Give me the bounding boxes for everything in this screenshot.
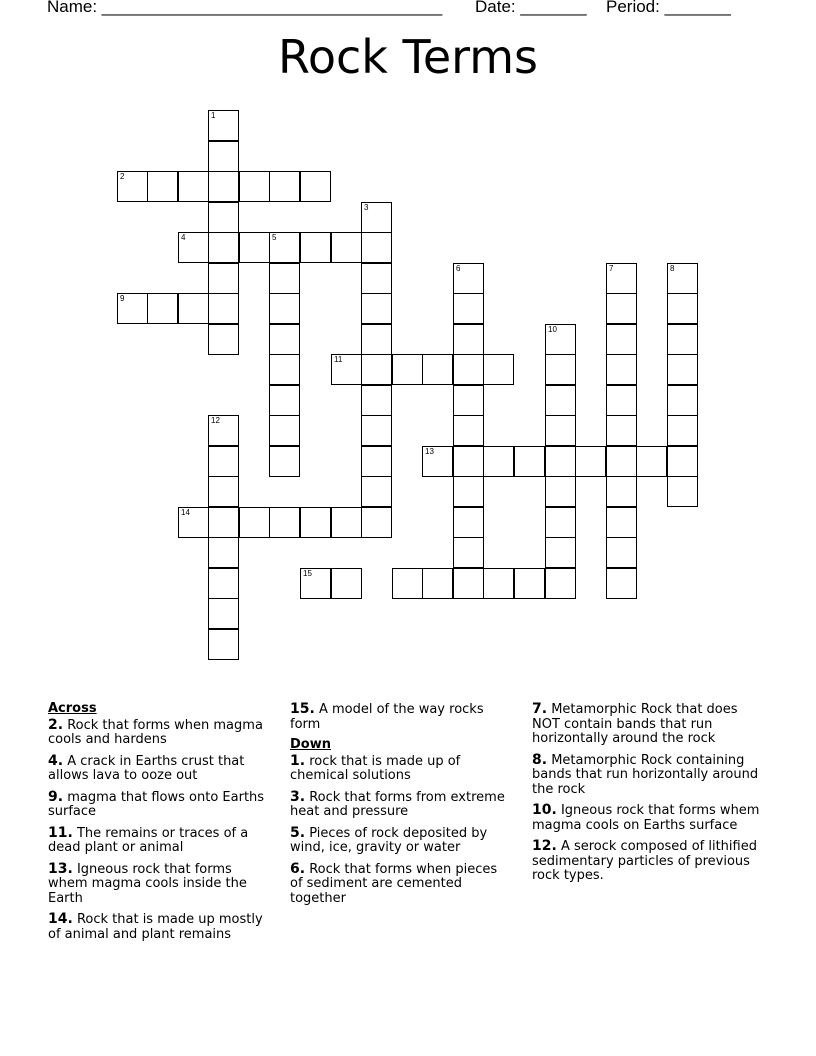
crossword-cell[interactable] (453, 507, 484, 538)
crossword-cell[interactable] (361, 354, 392, 385)
crossword-cell[interactable] (667, 354, 698, 385)
crossword-cell[interactable] (239, 171, 270, 202)
clue-across-14: 14. Rock that is made up mostly of animal and plant remains (48, 911, 263, 942)
crossword-cell[interactable] (545, 446, 576, 477)
crossword-cell[interactable] (361, 263, 392, 294)
crossword-cell[interactable] (331, 354, 362, 385)
crossword-cell[interactable] (483, 568, 514, 599)
clue-across-13: 13. Igneous rock that forms whem magma cools inside the Earth (48, 860, 247, 906)
crossword-cell[interactable] (178, 232, 209, 263)
crossword-cell[interactable] (606, 537, 637, 568)
crossword-cell[interactable] (483, 446, 514, 477)
crossword-cell[interactable] (361, 476, 392, 507)
crossword-cell[interactable] (483, 354, 514, 385)
clue-column-2 (290, 702, 512, 912)
crossword-cell[interactable] (545, 537, 576, 568)
crossword-cell[interactable] (361, 507, 392, 538)
crossword-cell[interactable] (606, 324, 637, 355)
clue-across-4: 4. A crack in Earths crust that allows lava to ooze out (48, 752, 245, 783)
crossword-cell[interactable] (208, 598, 239, 629)
crossword-cell[interactable] (300, 232, 331, 263)
crossword-cell[interactable] (269, 324, 300, 355)
clue-number-label: 13 (425, 447, 434, 456)
crossword-cell[interactable] (606, 415, 637, 446)
crossword-cell[interactable] (514, 568, 545, 599)
crossword-cell[interactable] (117, 171, 148, 202)
crossword-cell[interactable] (453, 568, 484, 599)
crossword-cell[interactable] (300, 171, 331, 202)
clue-down-3: 3. Rock that forms from extreme heat and pressure (290, 788, 505, 819)
crossword-cell[interactable] (545, 354, 576, 385)
crossword-cell[interactable] (422, 354, 453, 385)
crossword-cell[interactable] (636, 446, 667, 477)
crossword-cell[interactable] (606, 385, 637, 416)
clue-number-label: 8 (670, 264, 675, 273)
crossword-cell[interactable] (269, 354, 300, 385)
crossword-cell[interactable] (147, 293, 178, 324)
page-title: Rock Terms (277, 30, 539, 84)
crossword-cell[interactable] (269, 446, 300, 477)
clue-number-label: 2 (120, 172, 125, 181)
crossword-cell[interactable] (453, 537, 484, 568)
crossword-cell[interactable] (606, 476, 637, 507)
clue-number-label: 5 (272, 233, 277, 242)
crossword-cell[interactable] (331, 232, 362, 263)
crossword-cell[interactable] (545, 568, 576, 599)
crossword-cell[interactable] (208, 110, 239, 141)
crossword-cell[interactable] (514, 446, 545, 477)
clue-across-11: 11. The remains or traces of a dead plant or animal (48, 824, 249, 855)
clue-number-label: 15 (303, 569, 312, 578)
name-field[interactable]: Name: ____________________________________ (47, 0, 443, 16)
crossword-cell[interactable] (667, 446, 698, 477)
crossword-cell[interactable] (208, 202, 239, 233)
crossword-cell[interactable] (453, 476, 484, 507)
crossword-cell[interactable] (208, 507, 239, 538)
crossword-cell[interactable] (361, 202, 392, 233)
crossword-cell[interactable] (300, 568, 331, 599)
crossword-cell[interactable] (208, 232, 239, 263)
crossword-cell[interactable] (361, 293, 392, 324)
clue-number-label: 3 (364, 203, 369, 212)
crossword-cell[interactable] (269, 293, 300, 324)
crossword-cell[interactable] (208, 171, 239, 202)
crossword-cell[interactable] (392, 354, 423, 385)
clue-across-2: 2. Rock that forms when magma cools and hardens (48, 716, 263, 747)
crossword-cell[interactable] (178, 171, 209, 202)
crossword-cell[interactable] (545, 476, 576, 507)
crossword-cell[interactable] (422, 568, 453, 599)
crossword-cell[interactable] (239, 507, 270, 538)
crossword-cell[interactable] (117, 293, 148, 324)
clue-across-15: 15. A model of the way rocks form (290, 701, 484, 732)
crossword-cell[interactable] (606, 263, 637, 294)
clue-down-12: 12. A serock composed of lithified sedimentary particles of previous rock types. (532, 838, 757, 883)
crossword-cell[interactable] (606, 293, 637, 324)
crossword-cell[interactable] (453, 385, 484, 416)
crossword-cell[interactable] (269, 263, 300, 294)
clue-number-label: 9 (120, 294, 125, 303)
crossword-cell[interactable] (453, 354, 484, 385)
clue-number-label: 11 (334, 355, 343, 364)
clue-number-label: 4 (181, 233, 186, 242)
crossword-cell[interactable] (453, 324, 484, 355)
clue-down-10: 10. Igneous rock that forms whem magma cools on Earths surface (532, 802, 760, 833)
clue-down-6: 6. Rock that forms when pieces of sediment are cemented together (290, 860, 498, 906)
crossword-cell[interactable] (453, 293, 484, 324)
crossword-cell[interactable] (208, 629, 239, 660)
crossword-cell[interactable] (606, 446, 637, 477)
crossword-cell[interactable] (453, 446, 484, 477)
clue-down-5: 5. Pieces of rock deposited by wind, ice, gravity or water (290, 824, 488, 855)
clue-across-9: 9. magma that flows onto Earths surface (48, 788, 265, 819)
crossword-cell[interactable] (606, 354, 637, 385)
period-field[interactable]: Period: _______ (606, 0, 731, 16)
crossword-cell[interactable] (208, 476, 239, 507)
crossword-cell[interactable] (178, 293, 209, 324)
clue-number-label: 1 (211, 111, 216, 120)
crossword-cell[interactable] (269, 415, 300, 446)
crossword-cell[interactable] (667, 263, 698, 294)
crossword-cell[interactable] (545, 415, 576, 446)
crossword-cell[interactable] (422, 446, 453, 477)
crossword-cell[interactable] (361, 324, 392, 355)
crossword-cell[interactable] (361, 385, 392, 416)
clue-column-3 (532, 702, 766, 890)
crossword-cell[interactable] (208, 537, 239, 568)
crossword-cell[interactable] (208, 293, 239, 324)
crossword-cell[interactable] (667, 324, 698, 355)
crossword-cell[interactable] (545, 324, 576, 355)
date-field[interactable]: Date: _______ (475, 0, 587, 16)
clue-down-8: 8. Metamorphic Rock containing bands that run horizontally around the rock (532, 751, 759, 797)
clue-column-1 (48, 702, 270, 948)
crossword-cell[interactable] (269, 507, 300, 538)
crossword-cell[interactable] (147, 171, 178, 202)
clue-number-label: 6 (456, 264, 461, 273)
crossword-cell[interactable] (331, 568, 362, 599)
crossword-cell[interactable] (667, 415, 698, 446)
crossword-cell[interactable] (239, 232, 270, 263)
crossword-cell[interactable] (361, 232, 392, 263)
crossword-cell[interactable] (667, 293, 698, 324)
crossword-cell[interactable] (545, 507, 576, 538)
clue-number-label: 12 (211, 416, 220, 425)
crossword-cell[interactable] (208, 415, 239, 446)
crossword-cell[interactable] (575, 446, 606, 477)
crossword-cell[interactable] (208, 263, 239, 294)
clue-down-1: 1. rock that is made up of chemical solutions (290, 752, 461, 783)
crossword-cell[interactable] (453, 415, 484, 446)
crossword-cell[interactable] (269, 385, 300, 416)
crossword-cell[interactable] (361, 415, 392, 446)
crossword-cell[interactable] (269, 171, 300, 202)
crossword-cell[interactable] (667, 385, 698, 416)
crossword-cell[interactable] (667, 476, 698, 507)
clue-down-7: 7. Metamorphic Rock that does NOT contain bands that run horizontally around the rock (532, 701, 738, 746)
crossword-cell[interactable] (269, 232, 300, 263)
clue-number-label: 14 (181, 508, 190, 517)
crossword-cell[interactable] (208, 568, 239, 599)
crossword-cell[interactable] (208, 324, 239, 355)
crossword-cell[interactable] (208, 141, 239, 172)
down-heading: Down (290, 737, 331, 752)
clue-number-label: 7 (609, 264, 614, 273)
crossword-cell[interactable] (331, 507, 362, 538)
crossword-cell[interactable] (361, 446, 392, 477)
across-heading: Across (48, 701, 97, 716)
crossword-cell[interactable] (178, 507, 209, 538)
crossword-cell[interactable] (606, 568, 637, 599)
crossword-cell[interactable] (392, 568, 423, 599)
crossword-cell[interactable] (606, 507, 637, 538)
crossword-cell[interactable] (545, 385, 576, 416)
crossword-cell[interactable] (300, 507, 331, 538)
clue-number-label: 10 (548, 325, 557, 334)
crossword-cell[interactable] (208, 446, 239, 477)
crossword-cell[interactable] (453, 263, 484, 294)
